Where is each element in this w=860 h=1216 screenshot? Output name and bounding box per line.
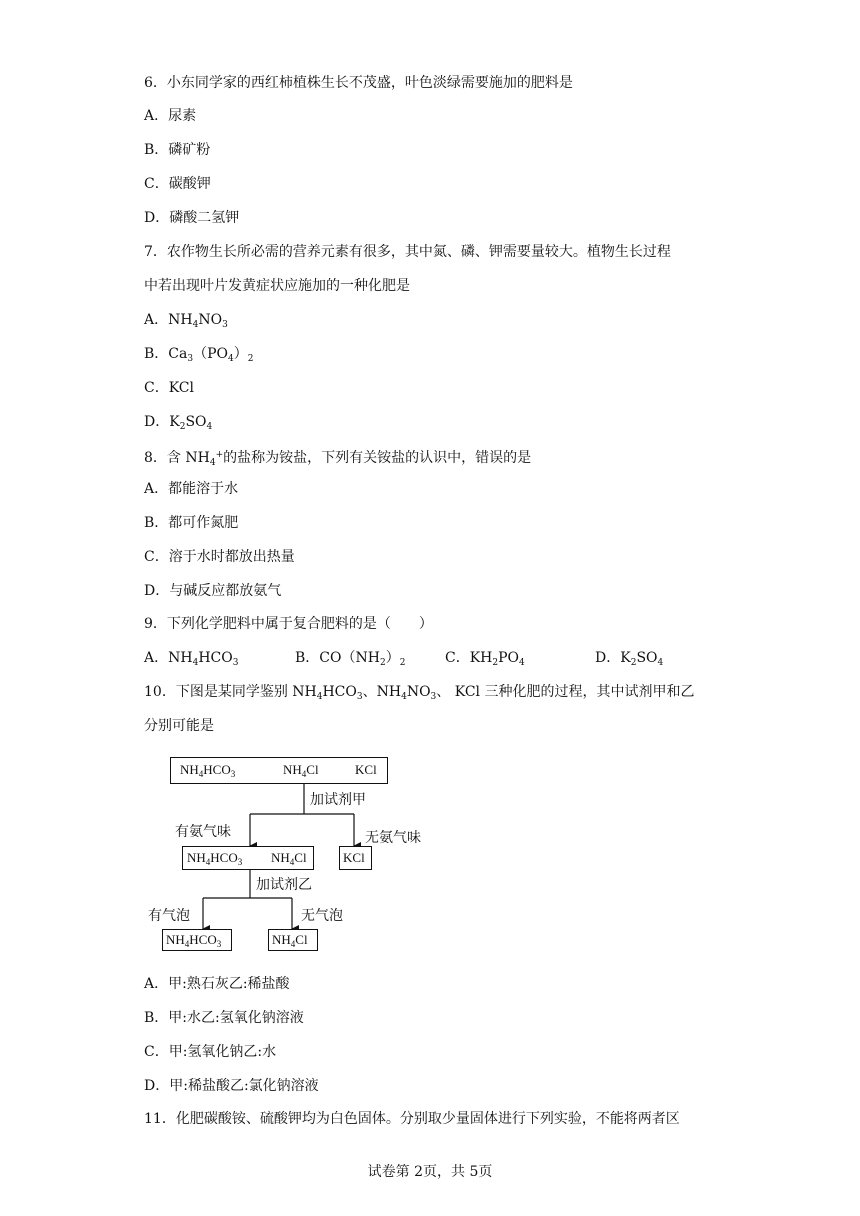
has-bubbles-label: 有气泡: [148, 908, 190, 924]
page-footer: 试卷第 2页，共 5页: [367, 1164, 493, 1180]
bottom-nh4cl: $NH_4Cl$: [272, 932, 308, 949]
no-ammonia-label: 无氨气味: [365, 830, 421, 846]
q6-option-c: C．碳酸钾: [144, 176, 211, 192]
reagent-b-label: 加试剂乙: [256, 877, 312, 893]
q8-option-b: B．都可作氮肥: [144, 515, 239, 531]
q6-option-d: D．磷酸二氢钾: [144, 210, 240, 226]
mid-nh4cl: $NH_4Cl$: [271, 850, 307, 867]
q10-option-d: D．甲:稀盐酸乙:氯化钠溶液: [144, 1078, 319, 1094]
q7-option-a: A．$NH_4NO_3$: [144, 312, 228, 330]
q11-stem: 11．化肥碳酸铵、硫酸钾均为白色固体。分别取少量固体进行下列实验，不能将两者区: [144, 1111, 680, 1127]
q9-option-b: B．$CO(NH_2)_2$: [295, 650, 406, 668]
top-nh4cl: $NH_4Cl$: [283, 762, 319, 779]
kcl-result: KCl: [343, 850, 365, 865]
mid-nh4hco3: $NH_4HCO_3$: [187, 850, 243, 867]
q9-option-c: C．$KH_2PO_4$: [445, 650, 525, 668]
q6-option-b: B．磷矿粉: [144, 142, 211, 158]
q7-stem-line1: 7．农作物生长所必需的营养元素有很多，其中氮、磷、钾需要量较大。植物生长过程: [144, 244, 671, 260]
q6-option-a: A．尿素: [144, 108, 197, 124]
q7-option-c: C．KCl: [144, 380, 194, 396]
has-ammonia-label: 有氨气味: [175, 824, 231, 840]
q10-option-c: C．甲:氢氧化钠乙:水: [144, 1044, 277, 1060]
q9-option-a: A．$NH_4HCO_3$: [144, 650, 239, 668]
top-kcl: KCl: [355, 762, 377, 777]
q8-option-c: C．溶于水时都放出热量: [144, 549, 295, 565]
q8-option-a: A．都能溶于水: [144, 481, 239, 497]
q8-option-d: D．与碱反应都放氨气: [144, 583, 282, 599]
q7-option-b: B．$Ca_3(PO_4)_2$: [144, 346, 254, 364]
q7-stem-line2: 中若出现叶片发黄症状应施加的一种化肥是: [144, 278, 410, 294]
q10-option-a: A．甲:熟石灰乙:稀盐酸: [144, 976, 290, 992]
reagent-a-label: 加试剂甲: [310, 792, 366, 808]
q10-stem-line1: 10．下图是某同学鉴别 $NH_4HCO_3$、$NH_4NO_3$、 KCl 三种化肥的过程，其中试剂甲和乙: [144, 684, 695, 702]
q10-stem-line2: 分别可能是: [144, 718, 214, 734]
no-bubbles-label: 无气泡: [301, 908, 343, 924]
top-nh4hco3: $NH_4HCO_3$: [180, 762, 236, 779]
q9-option-d: D．$K_2SO_4$: [595, 650, 664, 668]
q7-option-d: D．$K_2SO_4$: [144, 414, 213, 432]
bottom-nh4hco3: $NH_4HCO_3$: [166, 932, 222, 949]
q9-stem: 9．下列化学肥料中属于复合肥料的是（ ）: [144, 616, 433, 632]
q6-stem: 6．小东同学家的西红柿植株生长不茂盛，叶色淡绿需要施加的肥料是: [144, 75, 573, 91]
q10-option-b: B．甲:水乙:氢氧化钠溶液: [144, 1010, 304, 1026]
q8-stem: 8．含 $NH_4^+$的盐称为铵盐，下列有关铵盐的认识中，错误的是: [144, 450, 532, 468]
